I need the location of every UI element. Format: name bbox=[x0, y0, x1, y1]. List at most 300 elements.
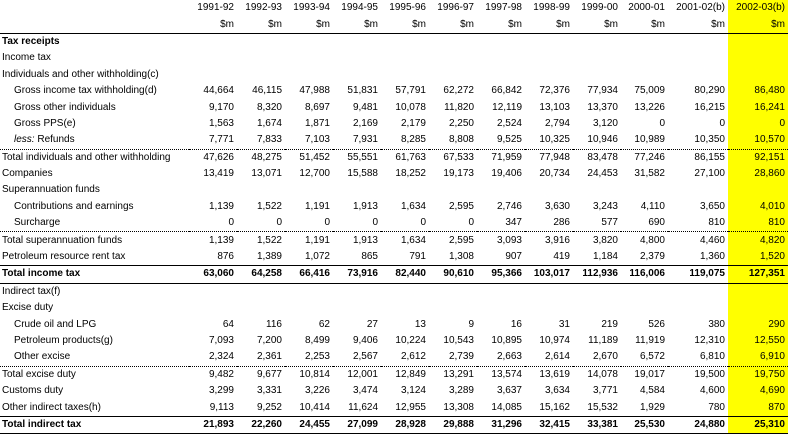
value-cell: 2,567 bbox=[333, 349, 381, 366]
value-cell: 15,532 bbox=[573, 399, 621, 416]
value-cell: 13,370 bbox=[587, 101, 618, 113]
value-cell: 7,103 bbox=[285, 132, 333, 149]
value-cell: 1,913 bbox=[352, 234, 378, 246]
value-cell: 1,139 bbox=[208, 200, 234, 212]
value-cell bbox=[668, 33, 728, 50]
value-cell: 77,246 bbox=[634, 151, 665, 163]
value-cell: 3,771 bbox=[592, 385, 618, 397]
year-header: 2002-03(b) bbox=[728, 0, 788, 16]
value-cell: 12,700 bbox=[299, 168, 330, 180]
value-cell bbox=[525, 300, 573, 316]
table-row bbox=[0, 333, 788, 349]
value-cell: 10,350 bbox=[668, 132, 728, 149]
row-label-text: Gross income tax withholding(d) bbox=[14, 85, 157, 97]
value-cell: 18,252 bbox=[395, 168, 426, 180]
value-cell bbox=[285, 67, 333, 83]
value-cell bbox=[477, 50, 525, 66]
value-cell bbox=[621, 283, 668, 300]
value-cell: 10,974 bbox=[539, 335, 570, 346]
value-cell bbox=[381, 67, 429, 83]
unit-header: $m bbox=[621, 16, 668, 33]
value-cell bbox=[237, 50, 285, 66]
value-cell: 9,482 bbox=[208, 368, 234, 380]
row-label bbox=[0, 99, 189, 115]
row-label bbox=[0, 366, 189, 383]
value-cell: 77,934 bbox=[587, 85, 618, 97]
table-row bbox=[0, 67, 788, 83]
value-cell: 13 bbox=[414, 318, 426, 330]
value-cell: 4,800 bbox=[639, 234, 665, 246]
value-cell: 870 bbox=[728, 399, 788, 416]
value-cell: 13,419 bbox=[203, 168, 234, 180]
value-cell: 690 bbox=[621, 215, 668, 232]
value-cell: 2,614 bbox=[525, 349, 573, 366]
value-cell: 9,113 bbox=[189, 399, 237, 416]
value-cell: 1,308 bbox=[429, 249, 477, 266]
value-cell: 62 bbox=[318, 318, 330, 330]
value-cell bbox=[237, 67, 285, 83]
value-cell: 19,173 bbox=[443, 168, 474, 180]
row-label-text: Gross other individuals bbox=[14, 101, 116, 113]
value-cell: 2,379 bbox=[621, 249, 668, 266]
header-blank-cell bbox=[0, 0, 189, 16]
value-cell bbox=[285, 50, 333, 66]
table-row bbox=[0, 283, 788, 300]
row-label bbox=[0, 166, 189, 182]
unit-header-row bbox=[0, 16, 788, 33]
value-cell bbox=[429, 182, 477, 198]
value-cell: 10,946 bbox=[573, 132, 621, 149]
value-cell: 28,928 bbox=[381, 416, 429, 433]
value-cell: 9,170 bbox=[208, 101, 234, 113]
value-cell bbox=[237, 300, 285, 316]
value-cell: 1,634 bbox=[400, 234, 426, 246]
value-cell: 1,191 bbox=[304, 200, 330, 212]
value-cell: 95,366 bbox=[477, 266, 525, 283]
table-row bbox=[0, 232, 788, 249]
value-cell: 2,595 bbox=[448, 234, 474, 246]
value-cell: 90,610 bbox=[429, 266, 477, 283]
value-cell bbox=[381, 33, 429, 50]
value-cell: 219 bbox=[601, 318, 618, 330]
value-cell: 1,563 bbox=[208, 117, 234, 129]
value-cell bbox=[333, 300, 381, 316]
value-cell bbox=[381, 300, 429, 316]
value-cell: 13,619 bbox=[539, 368, 570, 380]
value-cell bbox=[237, 33, 285, 50]
value-cell: 0 bbox=[189, 215, 237, 232]
value-cell: 27 bbox=[366, 318, 378, 330]
row-label bbox=[0, 83, 189, 99]
value-cell: 0 bbox=[237, 215, 285, 232]
table-row bbox=[0, 300, 788, 316]
row-label bbox=[0, 300, 189, 316]
row-label bbox=[0, 266, 189, 283]
unit-header: $m bbox=[429, 16, 477, 33]
value-cell: 11,919 bbox=[635, 335, 665, 346]
value-cell: 10,570 bbox=[728, 132, 788, 149]
value-cell: 4,820 bbox=[728, 232, 788, 249]
value-cell: 1,389 bbox=[237, 249, 285, 266]
value-cell: 127,351 bbox=[728, 266, 788, 283]
row-label-text: Excise duty bbox=[2, 302, 54, 314]
value-cell: 0 bbox=[429, 215, 477, 232]
value-cell: 8,285 bbox=[381, 132, 429, 149]
value-cell: 1,191 bbox=[304, 234, 330, 246]
value-cell: 4,460 bbox=[699, 234, 725, 246]
value-cell: 9,252 bbox=[237, 399, 285, 416]
value-cell bbox=[333, 182, 381, 198]
value-cell: 12,310 bbox=[694, 335, 725, 346]
value-cell bbox=[668, 300, 728, 316]
row-label bbox=[0, 333, 189, 349]
value-cell: 1,634 bbox=[400, 200, 426, 212]
value-cell bbox=[621, 33, 668, 50]
value-cell bbox=[573, 283, 621, 300]
value-cell: 48,275 bbox=[251, 151, 282, 163]
table-row bbox=[0, 366, 788, 383]
value-cell: 1,871 bbox=[304, 117, 330, 129]
value-cell bbox=[477, 283, 525, 300]
value-cell: 24,880 bbox=[668, 416, 728, 433]
value-cell bbox=[573, 50, 621, 66]
value-cell: 3,120 bbox=[592, 117, 618, 129]
row-label-text: Petroleum resource rent tax bbox=[2, 251, 126, 263]
row-label-text: Other indirect taxes(h) bbox=[2, 401, 101, 413]
value-cell: 9,525 bbox=[477, 132, 525, 149]
table-row bbox=[0, 132, 788, 149]
value-cell: 0 bbox=[381, 215, 429, 232]
row-label bbox=[0, 215, 189, 232]
unit-header: $m bbox=[668, 16, 728, 33]
value-cell: 8,697 bbox=[304, 101, 330, 113]
value-cell: 1,929 bbox=[621, 399, 668, 416]
value-cell bbox=[573, 300, 621, 316]
value-cell: 12,001 bbox=[347, 368, 378, 380]
value-cell bbox=[477, 33, 525, 50]
table-row bbox=[0, 33, 788, 50]
value-cell: 1,520 bbox=[728, 249, 788, 266]
value-cell: 380 bbox=[708, 318, 725, 330]
value-cell: 2,250 bbox=[448, 117, 474, 129]
row-label bbox=[0, 116, 189, 132]
row-label bbox=[0, 199, 189, 215]
row-label-text: Total income tax bbox=[2, 268, 81, 280]
value-cell: 31,582 bbox=[634, 168, 665, 180]
value-cell: 1,522 bbox=[256, 200, 282, 212]
value-cell: 1,139 bbox=[208, 234, 234, 246]
value-cell: 25,310 bbox=[728, 416, 788, 433]
value-cell: 3,331 bbox=[256, 385, 282, 397]
value-cell: 4,010 bbox=[728, 199, 788, 215]
year-header: 1992-93 bbox=[245, 2, 282, 14]
value-cell bbox=[573, 33, 621, 50]
value-cell: 51,452 bbox=[299, 151, 330, 163]
value-cell: 13,226 bbox=[634, 101, 665, 113]
value-cell bbox=[728, 182, 788, 198]
year-header-row bbox=[0, 0, 788, 16]
value-cell: 3,289 bbox=[448, 385, 474, 397]
value-cell: 7,200 bbox=[256, 335, 282, 346]
table-row bbox=[0, 50, 788, 66]
value-cell: 64,258 bbox=[237, 266, 285, 283]
value-cell bbox=[285, 283, 333, 300]
value-cell: 63,060 bbox=[189, 266, 237, 283]
value-cell bbox=[189, 300, 237, 316]
value-cell: 61,763 bbox=[395, 151, 426, 163]
value-cell bbox=[525, 50, 573, 66]
value-cell: 3,650 bbox=[699, 200, 725, 212]
value-cell: 51,831 bbox=[347, 85, 378, 97]
row-label-prefix: less: bbox=[14, 134, 35, 146]
value-cell bbox=[728, 33, 788, 50]
value-cell: 13,574 bbox=[491, 368, 522, 380]
value-cell: 71,959 bbox=[491, 151, 522, 163]
table-row bbox=[0, 182, 788, 198]
value-cell: 12,550 bbox=[728, 333, 788, 349]
value-cell: 6,572 bbox=[621, 349, 668, 366]
value-cell bbox=[477, 300, 525, 316]
unit-header: $m bbox=[525, 16, 573, 33]
value-cell: 47,988 bbox=[299, 85, 330, 97]
value-cell: 82,440 bbox=[381, 266, 429, 283]
value-cell: 3,637 bbox=[496, 385, 522, 397]
value-cell: 2,670 bbox=[573, 349, 621, 366]
value-cell: 347 bbox=[477, 215, 525, 232]
unit-header: $m bbox=[285, 16, 333, 33]
year-header: 1993-94 bbox=[293, 2, 330, 14]
value-cell: 810 bbox=[668, 215, 728, 232]
value-cell: 57,791 bbox=[395, 85, 426, 97]
value-cell: 2,663 bbox=[477, 349, 525, 366]
value-cell: 66,842 bbox=[491, 85, 522, 97]
value-cell: 3,916 bbox=[544, 234, 570, 246]
unit-header: $m bbox=[573, 16, 621, 33]
row-label-text: Total superannuation funds bbox=[2, 234, 123, 246]
year-header: 1998-99 bbox=[533, 2, 570, 14]
value-cell bbox=[189, 182, 237, 198]
value-cell: 2,324 bbox=[189, 349, 237, 366]
value-cell bbox=[525, 283, 573, 300]
value-cell: 2,794 bbox=[544, 117, 570, 129]
value-cell: 19,500 bbox=[694, 368, 725, 380]
value-cell: 10,414 bbox=[285, 399, 333, 416]
value-cell bbox=[189, 50, 237, 66]
value-cell: 907 bbox=[477, 249, 525, 266]
value-cell: 44,664 bbox=[203, 85, 234, 97]
value-cell bbox=[621, 67, 668, 83]
row-label bbox=[0, 249, 189, 266]
year-header: 1994-95 bbox=[341, 2, 378, 14]
value-cell: 577 bbox=[573, 215, 621, 232]
year-header: 1997-98 bbox=[485, 2, 522, 14]
value-cell: 10,224 bbox=[395, 335, 426, 346]
value-cell: 16,241 bbox=[728, 99, 788, 115]
value-cell: 9,677 bbox=[256, 368, 282, 380]
value-cell: 12,849 bbox=[395, 368, 426, 380]
value-cell: 9 bbox=[468, 318, 474, 330]
value-cell bbox=[573, 67, 621, 83]
value-cell: 6,810 bbox=[668, 349, 728, 366]
row-label-text: Petroleum products(g) bbox=[14, 335, 113, 346]
value-cell: 31,296 bbox=[477, 416, 525, 433]
value-cell bbox=[525, 67, 573, 83]
value-cell: 11,189 bbox=[588, 335, 618, 346]
value-cell: 116 bbox=[266, 318, 282, 330]
value-cell: 27,100 bbox=[694, 168, 725, 180]
value-cell: 27,099 bbox=[333, 416, 381, 433]
row-label-text: Total individuals and other withholding bbox=[2, 151, 171, 163]
value-cell: 86,480 bbox=[728, 83, 788, 99]
value-cell: 8,320 bbox=[256, 101, 282, 113]
value-cell bbox=[621, 300, 668, 316]
value-cell: 112,936 bbox=[573, 266, 621, 283]
value-cell: 4,600 bbox=[699, 385, 725, 397]
value-cell: 810 bbox=[728, 215, 788, 232]
value-cell: 4,110 bbox=[640, 200, 665, 212]
table-row bbox=[0, 316, 788, 332]
row-label-text: Refunds bbox=[34, 134, 75, 146]
row-label bbox=[0, 67, 189, 83]
value-cell bbox=[668, 283, 728, 300]
value-cell: 3,226 bbox=[304, 385, 330, 397]
value-cell: 1,184 bbox=[573, 249, 621, 266]
value-cell: 24,453 bbox=[587, 168, 618, 180]
value-cell: 3,474 bbox=[352, 385, 378, 397]
value-cell: 2,524 bbox=[496, 117, 522, 129]
value-cell: 11,820 bbox=[444, 101, 474, 113]
table-row bbox=[0, 83, 788, 99]
value-cell: 2,612 bbox=[381, 349, 429, 366]
value-cell bbox=[621, 50, 668, 66]
value-cell: 0 bbox=[659, 117, 665, 129]
value-cell: 12,119 bbox=[492, 101, 522, 113]
value-cell bbox=[728, 283, 788, 300]
row-label-text: Tax receipts bbox=[2, 35, 60, 47]
row-label-text: Total indirect tax bbox=[2, 418, 82, 430]
value-cell bbox=[728, 300, 788, 316]
value-cell bbox=[237, 283, 285, 300]
value-cell: 2,179 bbox=[400, 117, 426, 129]
value-cell: 0 bbox=[285, 215, 333, 232]
table-row bbox=[0, 383, 788, 399]
value-cell: 67,533 bbox=[443, 151, 474, 163]
row-label-text: Income tax bbox=[2, 52, 51, 64]
year-header: 1999-00 bbox=[581, 2, 618, 14]
value-cell bbox=[525, 33, 573, 50]
value-cell: 1,072 bbox=[285, 249, 333, 266]
table-row bbox=[0, 149, 788, 166]
table-row bbox=[0, 99, 788, 115]
value-cell: 0 bbox=[728, 116, 788, 132]
value-cell: 13,071 bbox=[251, 168, 282, 180]
row-label-text: Other excise bbox=[14, 351, 71, 363]
value-cell: 10,989 bbox=[621, 132, 668, 149]
value-cell bbox=[381, 182, 429, 198]
value-cell: 3,630 bbox=[544, 200, 570, 212]
value-cell: 11,624 bbox=[333, 399, 381, 416]
table-row bbox=[0, 249, 788, 266]
table-row bbox=[0, 215, 788, 232]
value-cell: 20,734 bbox=[539, 168, 570, 180]
value-cell bbox=[668, 182, 728, 198]
value-cell bbox=[621, 182, 668, 198]
row-label-text: Companies bbox=[2, 168, 53, 180]
value-cell: 8,808 bbox=[429, 132, 477, 149]
value-cell: 10,895 bbox=[491, 335, 522, 346]
value-cell: 4,690 bbox=[728, 383, 788, 399]
value-cell: 2,746 bbox=[496, 200, 522, 212]
value-cell bbox=[668, 67, 728, 83]
value-cell bbox=[477, 182, 525, 198]
table-row bbox=[0, 416, 788, 433]
value-cell bbox=[477, 67, 525, 83]
row-label bbox=[0, 50, 189, 66]
value-cell: 0 bbox=[719, 117, 725, 129]
value-cell: 19,406 bbox=[491, 168, 522, 180]
value-cell bbox=[728, 50, 788, 66]
unit-header: $m bbox=[381, 16, 429, 33]
value-cell: 9,481 bbox=[352, 101, 378, 113]
row-label-text: Superannuation funds bbox=[2, 184, 100, 196]
value-cell: 22,260 bbox=[237, 416, 285, 433]
value-cell: 86,155 bbox=[694, 151, 725, 163]
value-cell: 13,308 bbox=[429, 399, 477, 416]
year-header: 2000-01 bbox=[628, 2, 665, 14]
value-cell: 92,151 bbox=[728, 149, 788, 166]
value-cell: 72,376 bbox=[539, 85, 570, 97]
value-cell: 1,360 bbox=[668, 249, 728, 266]
value-cell bbox=[429, 50, 477, 66]
value-cell: 4,584 bbox=[639, 385, 665, 397]
value-cell: 83,478 bbox=[587, 151, 618, 163]
value-cell: 103,017 bbox=[525, 266, 573, 283]
value-cell bbox=[429, 67, 477, 83]
value-cell: 116,006 bbox=[621, 266, 668, 283]
value-cell: 7,771 bbox=[189, 132, 237, 149]
value-cell bbox=[333, 50, 381, 66]
row-label bbox=[0, 182, 189, 198]
unit-header: $m bbox=[477, 16, 525, 33]
header-blank-cell bbox=[0, 16, 189, 33]
row-label-text: Total excise duty bbox=[2, 368, 76, 380]
table-row bbox=[0, 349, 788, 366]
value-cell bbox=[573, 182, 621, 198]
value-cell: 2,169 bbox=[352, 117, 378, 129]
value-cell: 7,833 bbox=[237, 132, 285, 149]
value-cell: 876 bbox=[189, 249, 237, 266]
value-cell: 80,290 bbox=[694, 85, 725, 97]
value-cell: 1,522 bbox=[256, 234, 282, 246]
row-label bbox=[0, 416, 189, 433]
value-cell bbox=[668, 50, 728, 66]
row-label-text: Individuals and other withholding(c) bbox=[2, 68, 159, 80]
value-cell: 19,750 bbox=[728, 366, 788, 383]
value-cell: 21,893 bbox=[189, 416, 237, 433]
row-label bbox=[0, 383, 189, 399]
value-cell: 46,115 bbox=[252, 85, 282, 97]
value-cell: 55,551 bbox=[347, 151, 378, 163]
value-cell bbox=[381, 283, 429, 300]
value-cell: 24,455 bbox=[285, 416, 333, 433]
year-header: 1996-97 bbox=[437, 2, 474, 14]
row-label-text: Contributions and earnings bbox=[14, 200, 134, 212]
row-label bbox=[0, 33, 189, 50]
value-cell: 66,416 bbox=[285, 266, 333, 283]
row-label-text: Customs duty bbox=[2, 385, 64, 397]
value-cell: 3,634 bbox=[544, 385, 570, 397]
value-cell: 1,913 bbox=[352, 200, 378, 212]
